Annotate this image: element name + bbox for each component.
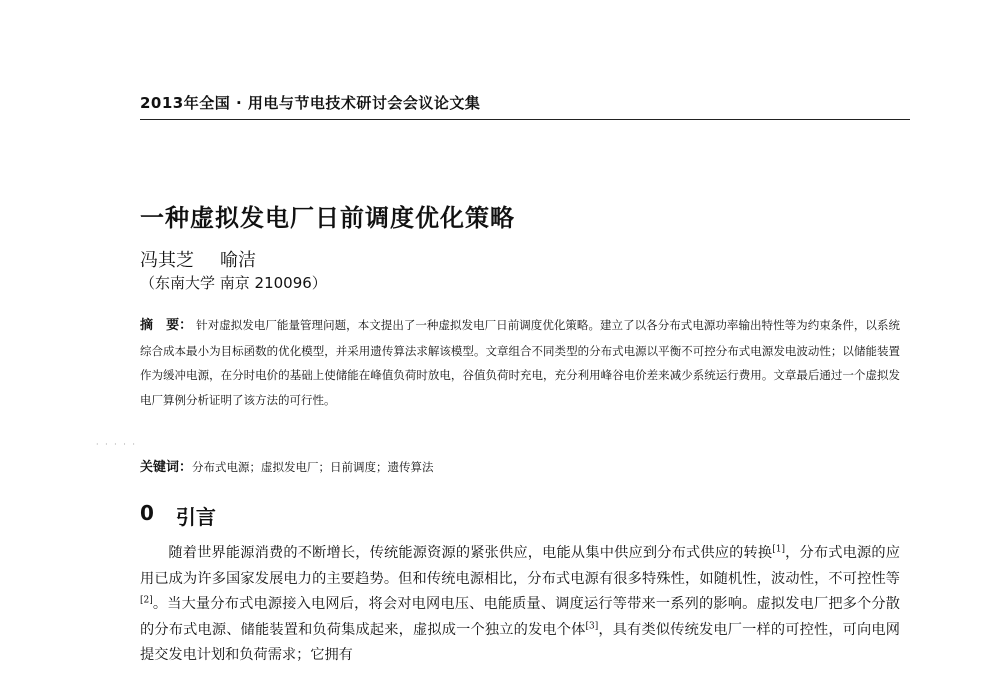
- margin-marks: · · · · ·: [96, 440, 137, 449]
- body-paragraph: [140, 541, 900, 669]
- keywords-label: 关键词：: [140, 460, 193, 475]
- abstract-label: 摘 要：: [140, 318, 193, 333]
- section-heading: [140, 501, 216, 530]
- citation-ref: [3]: [585, 620, 599, 631]
- keywords-text: 分布式电源；虚拟发电厂；日前调度；遗传算法: [192, 460, 434, 474]
- affiliation: （东南大学 南京 210096）: [140, 274, 327, 292]
- body-text: ，具有类似传统发电厂一样的可控性，可向电网提交发电计划和负荷需求；它拥有: [140, 621, 900, 663]
- author-list: [140, 246, 256, 272]
- running-header: 2013年全国 · 用电与节电技术研讨会会议论文集: [140, 92, 910, 120]
- citation-ref: [1]: [772, 544, 785, 555]
- author-name: 冯其芝: [140, 250, 194, 271]
- body-text: 随着世界能源消费的不断增长，传统能源资源的紧张供应，电能从集中供应到分布式供应的转换: [168, 545, 773, 561]
- section-title: 引言: [175, 505, 216, 529]
- body-text: ，分布式电源的应用已成为许多国家发展电力的主要趋势。但和传统电源相比，分布式电源有很多特殊性，如随机性，波动性，不可控性等: [140, 545, 900, 587]
- author-name: 喻洁: [220, 250, 256, 271]
- keywords: [140, 455, 900, 480]
- paper-title: 一种虚拟发电厂日前调度优化策略: [140, 204, 515, 232]
- abstract: [140, 313, 900, 412]
- body-text: 。当大量分布式电源接入电网后，将会对电网电压、电能质量、调度运行等带来一系列的影响。虚拟发电厂把多个分散的分布式电源、储能装置和负荷集成起来，虚拟成一个独立的发电个体: [140, 596, 900, 638]
- section-number: 0: [140, 501, 154, 525]
- citation-ref: [2]: [140, 595, 153, 606]
- abstract-text: 针对虚拟发电厂能量管理问题，本文提出了一种虚拟发电厂日前调度优化策略。建立了以各分布式电源功率输出特性等为约束条件，以系统综合成本最小为目标函数的优化模型，并采用遗传算法求解该模型。文章组合不同类型的分布式电源以平衡不可控分布式电源发电波动性；以储能装置作为缓冲电源，在分时电价的基础上使储能在峰值负荷时放电，谷值负荷时充电，充分利用峰谷电价差来减少系统运行费用。文章最后通过一个虚拟发电厂算例分析证明了该方法的可行性。: [140, 318, 900, 407]
